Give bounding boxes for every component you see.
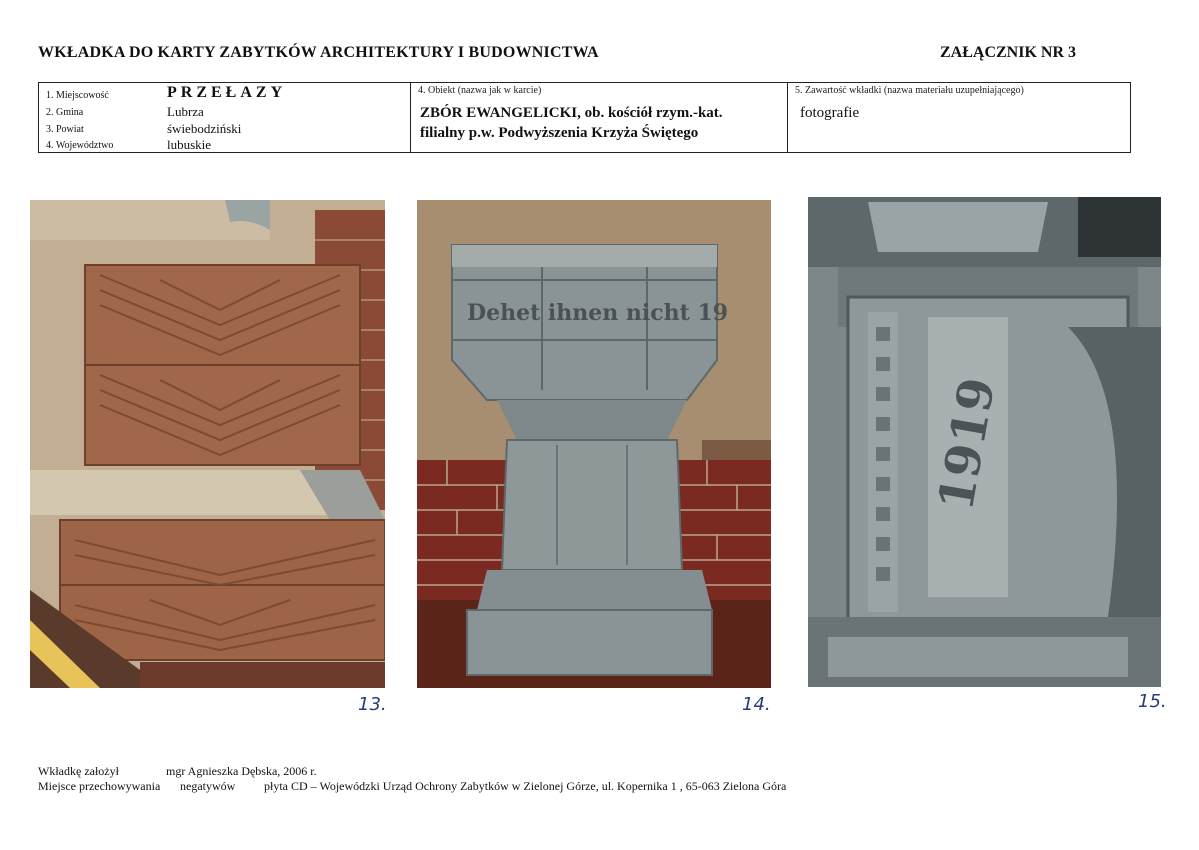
- district-label: 3. Powiat: [46, 124, 84, 135]
- wooden-doors-photo: [30, 200, 385, 688]
- content-value: fotografie: [800, 105, 860, 121]
- inscription-year: 1919: [928, 373, 1007, 515]
- district-value: świebodziński: [167, 121, 242, 136]
- location-value: PRZEŁAZY: [167, 84, 287, 101]
- object-label: 4. Obiekt (nazwa jak w karcie): [418, 85, 542, 96]
- founded-value: mgr Agnieszka Dębska, 2006 r.: [166, 764, 317, 778]
- photo-number-15: 15.: [1138, 691, 1167, 712]
- voivodeship-value: lubuskie: [167, 137, 212, 152]
- object-name-line2: filialny p.w. Podwyższenia Krzyża Świętego: [420, 125, 699, 141]
- baptismal-font-photo: [417, 200, 771, 688]
- object-cell: [411, 83, 788, 152]
- storage-kind: negatywów: [180, 779, 236, 793]
- inscription-1919-photo: [808, 197, 1161, 687]
- font-inscription: Dehet ihnen nicht 19: [467, 300, 729, 326]
- object-name: [420, 103, 723, 143]
- founded-label: Wkładkę założył: [38, 764, 119, 778]
- voivodeship-label: 4. Województwo: [46, 140, 114, 151]
- annex-label: ZAŁĄCZNIK NR 3: [940, 44, 1077, 61]
- commune-value: Lubrza: [167, 104, 204, 119]
- storage-label: Miejsce przechowywania: [38, 779, 161, 793]
- storage-value: płyta CD – Wojewódzki Urząd Ochrony Zabytków w Zielonej Górze, ul. Kopernika 1 , 65-063 Zielona Góra: [264, 779, 787, 793]
- content-label: 5. Zawartość wkładki (nazwa materiału uzupełniającego): [795, 85, 1024, 96]
- info-table: [38, 82, 1131, 153]
- object-name-line1: ZBÓR EWANGELICKI, ob. kościół rzym.-kat.: [420, 105, 723, 121]
- location-cell: [39, 83, 411, 152]
- content-cell: [788, 83, 1130, 152]
- photo-number-14: 14.: [742, 694, 771, 715]
- document-title: WKŁADKA DO KARTY ZABYTKÓW ARCHITEKTURY I BUDOWNICTWA: [38, 44, 599, 61]
- commune-label: 2. Gmina: [46, 107, 84, 118]
- photo-number-13: 13.: [358, 694, 387, 715]
- location-label: 1. Miejscowość: [46, 90, 109, 101]
